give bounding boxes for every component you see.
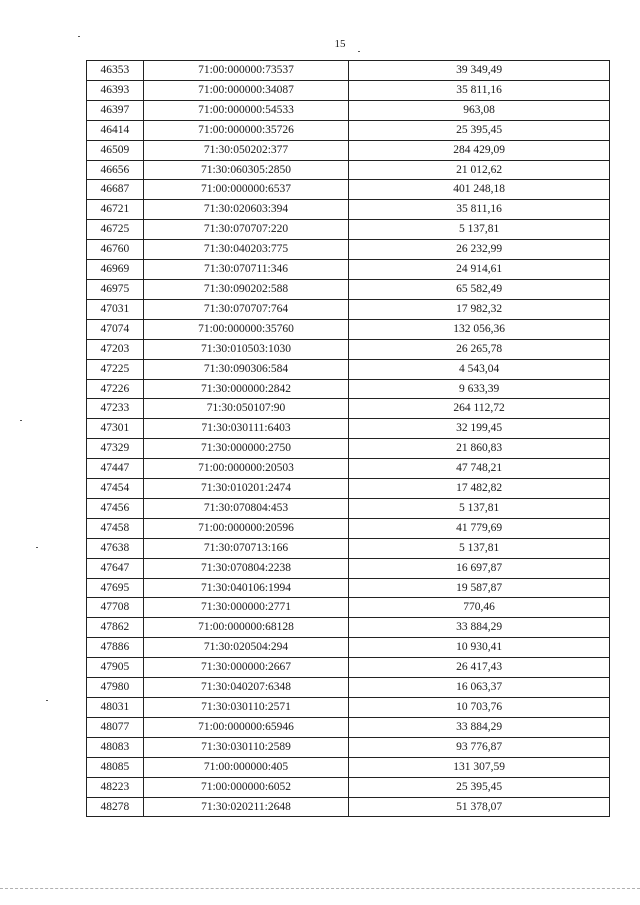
record-number-cell: 46687 [87,180,144,200]
cadastral-number-cell: 71:30:070707:220 [143,220,348,240]
scan-speck [78,36,80,37]
record-number-cell: 47225 [87,359,144,379]
cadastral-number-cell: 71:00:000000:65946 [143,717,348,737]
cadastral-number-cell: 71:30:030110:2589 [143,737,348,757]
record-number-cell: 47862 [87,618,144,638]
record-number-cell: 47456 [87,498,144,518]
amount-cell: 33 884,29 [349,618,610,638]
amount-cell: 41 779,69 [349,518,610,538]
amount-cell: 26 232,99 [349,240,610,260]
record-number-cell: 48083 [87,737,144,757]
amount-cell: 10 930,41 [349,638,610,658]
table-row [87,538,610,558]
table-row [87,359,610,379]
table-row [87,180,610,200]
amount-cell: 5 137,81 [349,498,610,518]
amount-cell: 963,08 [349,100,610,120]
amount-cell: 65 582,49 [349,279,610,299]
table-row [87,160,610,180]
cadastral-number-cell: 71:30:070707:764 [143,299,348,319]
table-row [87,678,610,698]
amount-cell: 33 884,29 [349,717,610,737]
cadastral-number-cell: 71:30:020504:294 [143,638,348,658]
cadastral-number-cell: 71:30:070804:2238 [143,558,348,578]
cadastral-number-cell: 71:30:000000:2842 [143,379,348,399]
cadastral-number-cell: 71:30:090202:588 [143,279,348,299]
record-number-cell: 47301 [87,419,144,439]
amount-cell: 93 776,87 [349,737,610,757]
record-number-cell: 47638 [87,538,144,558]
cadastral-number-cell: 71:30:020603:394 [143,200,348,220]
amount-cell: 16 063,37 [349,678,610,698]
amount-cell: 264 112,72 [349,399,610,419]
amount-cell: 26 417,43 [349,658,610,678]
cadastral-number-cell: 71:30:040207:6348 [143,678,348,698]
cadastral-number-cell: 71:00:000000:34087 [143,80,348,100]
record-number-cell: 47695 [87,578,144,598]
amount-cell: 5 137,81 [349,538,610,558]
table-row [87,658,610,678]
amount-cell: 5 137,81 [349,220,610,240]
amount-cell: 21 012,62 [349,160,610,180]
cadastral-number-cell: 71:30:030111:6403 [143,419,348,439]
table-row [87,200,610,220]
table-row [87,518,610,538]
table-row [87,140,610,160]
table-row [87,717,610,737]
cadastral-number-cell: 71:30:030110:2571 [143,698,348,718]
scan-speck [20,420,22,421]
table-row [87,220,610,240]
cadastral-number-cell: 71:30:070804:453 [143,498,348,518]
scan-speck [46,700,48,701]
cadastral-number-cell: 71:30:070711:346 [143,260,348,280]
table-row [87,399,610,419]
amount-cell: 4 543,04 [349,359,610,379]
amount-cell: 51 378,07 [349,797,610,817]
record-number-cell: 47980 [87,678,144,698]
cadastral-number-cell: 71:00:000000:73537 [143,61,348,81]
cadastral-number-cell: 71:00:000000:68128 [143,618,348,638]
cadastral-number-cell: 71:30:040203:775 [143,240,348,260]
cadastral-number-cell: 71:30:020211:2648 [143,797,348,817]
amount-cell: 35 811,16 [349,80,610,100]
cadastral-number-cell: 71:30:090306:584 [143,359,348,379]
record-number-cell: 46414 [87,120,144,140]
record-number-cell: 46760 [87,240,144,260]
amount-cell: 24 914,61 [349,260,610,280]
table-row [87,319,610,339]
record-number-cell: 47329 [87,439,144,459]
record-number-cell: 47647 [87,558,144,578]
table-row [87,80,610,100]
record-number-cell: 46721 [87,200,144,220]
amount-cell: 10 703,76 [349,698,610,718]
cadastral-number-cell: 71:00:000000:54533 [143,100,348,120]
amount-cell: 131 307,59 [349,757,610,777]
cadastral-number-cell: 71:30:050202:377 [143,140,348,160]
record-number-cell: 48031 [87,698,144,718]
registry-table [86,60,610,817]
amount-cell: 401 248,18 [349,180,610,200]
table-row [87,240,610,260]
cadastral-number-cell: 71:30:040106:1994 [143,578,348,598]
cadastral-number-cell: 71:00:000000:20596 [143,518,348,538]
cadastral-number-cell: 71:30:000000:2667 [143,658,348,678]
table-row [87,479,610,499]
table-row [87,578,610,598]
table-row [87,439,610,459]
record-number-cell: 47886 [87,638,144,658]
amount-cell: 9 633,39 [349,379,610,399]
amount-cell: 35 811,16 [349,200,610,220]
table-row [87,61,610,81]
record-number-cell: 48223 [87,777,144,797]
table-row [87,757,610,777]
scan-edge-artifact [0,888,640,891]
cadastral-number-cell: 71:00:000000:35726 [143,120,348,140]
table-row [87,737,610,757]
amount-cell: 770,46 [349,598,610,618]
table-row [87,120,610,140]
record-number-cell: 46397 [87,100,144,120]
table-row [87,459,610,479]
record-number-cell: 47447 [87,459,144,479]
table-row [87,299,610,319]
cadastral-number-cell: 71:30:010503:1030 [143,339,348,359]
cadastral-number-cell: 71:00:000000:6537 [143,180,348,200]
amount-cell: 25 395,45 [349,120,610,140]
amount-cell: 132 056,36 [349,319,610,339]
page-number: 15 [334,38,346,50]
cadastral-number-cell: 71:30:050107:90 [143,399,348,419]
amount-cell: 17 982,32 [349,299,610,319]
cadastral-number-cell: 71:00:000000:20503 [143,459,348,479]
cadastral-number-cell: 71:00:000000:405 [143,757,348,777]
cadastral-number-cell: 71:30:000000:2750 [143,439,348,459]
cadastral-number-cell: 71:30:070713:166 [143,538,348,558]
table-row [87,279,610,299]
cadastral-number-cell: 71:30:000000:2771 [143,598,348,618]
record-number-cell: 46975 [87,279,144,299]
record-number-cell: 47708 [87,598,144,618]
table-row [87,379,610,399]
record-number-cell: 46656 [87,160,144,180]
record-number-cell: 46509 [87,140,144,160]
table-row [87,797,610,817]
table-row [87,698,610,718]
amount-cell: 17 482,82 [349,479,610,499]
record-number-cell: 46353 [87,61,144,81]
record-number-cell: 47233 [87,399,144,419]
table-row [87,339,610,359]
record-number-cell: 48278 [87,797,144,817]
cadastral-number-cell: 71:00:000000:35760 [143,319,348,339]
record-number-cell: 46725 [87,220,144,240]
table-row [87,260,610,280]
amount-cell: 26 265,78 [349,339,610,359]
table-row [87,618,610,638]
record-number-cell: 48077 [87,717,144,737]
table-row [87,419,610,439]
amount-cell: 16 697,87 [349,558,610,578]
cadastral-number-cell: 71:30:010201:2474 [143,479,348,499]
record-number-cell: 47454 [87,479,144,499]
amount-cell: 284 429,09 [349,140,610,160]
amount-cell: 32 199,45 [349,419,610,439]
amount-cell: 25 395,45 [349,777,610,797]
table-row [87,598,610,618]
table-row [87,777,610,797]
record-number-cell: 46969 [87,260,144,280]
record-number-cell: 47905 [87,658,144,678]
record-number-cell: 47226 [87,379,144,399]
amount-cell: 47 748,21 [349,459,610,479]
table-row [87,100,610,120]
cadastral-number-cell: 71:30:060305:2850 [143,160,348,180]
record-number-cell: 47074 [87,319,144,339]
amount-cell: 19 587,87 [349,578,610,598]
record-number-cell: 47031 [87,299,144,319]
table-row [87,558,610,578]
scan-speck [358,51,360,52]
cadastral-number-cell: 71:00:000000:6052 [143,777,348,797]
record-number-cell: 47458 [87,518,144,538]
record-number-cell: 48085 [87,757,144,777]
amount-cell: 39 349,49 [349,61,610,81]
record-number-cell: 47203 [87,339,144,359]
scan-speck [36,547,38,548]
record-number-cell: 46393 [87,80,144,100]
table-row [87,498,610,518]
amount-cell: 21 860,83 [349,439,610,459]
registry-table-body [87,61,610,817]
table-row [87,638,610,658]
